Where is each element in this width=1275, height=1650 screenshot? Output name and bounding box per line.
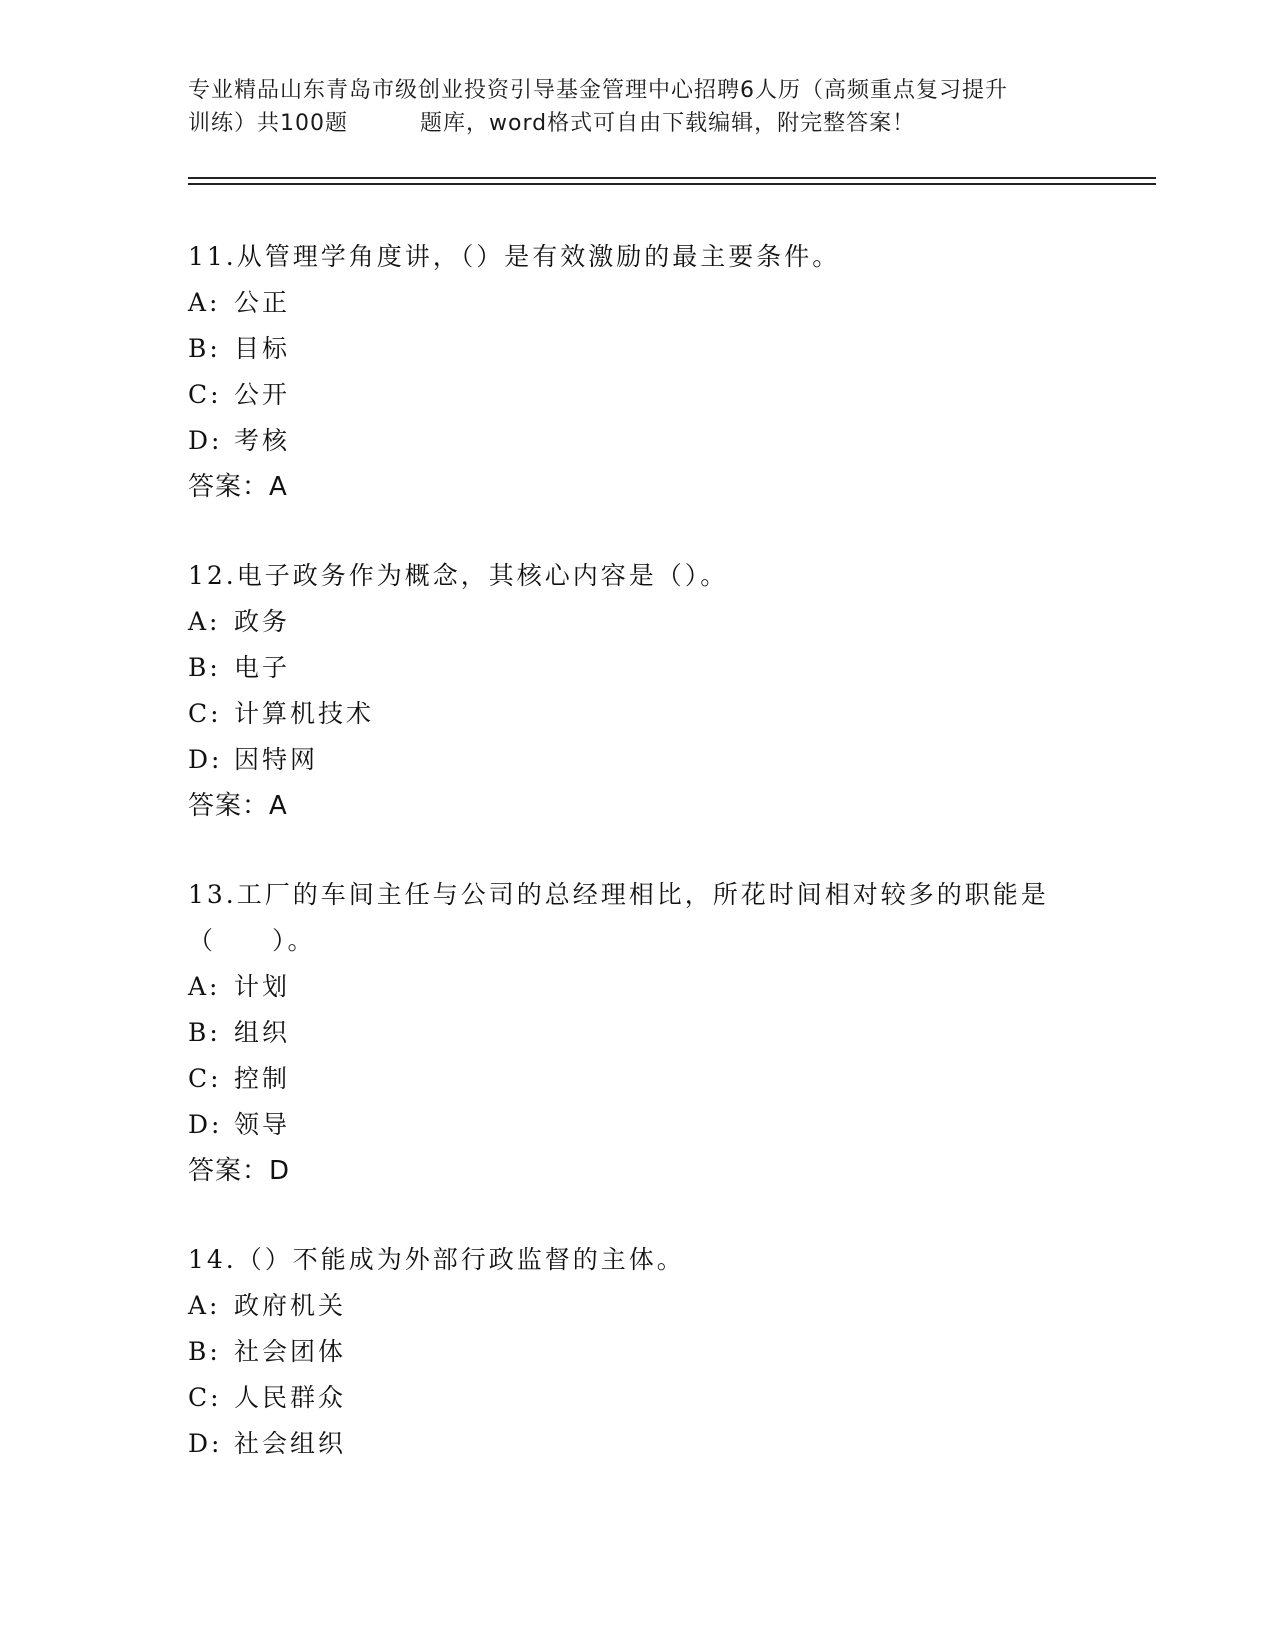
option-d — [188, 737, 1088, 783]
option-text: 因特网 — [234, 745, 319, 774]
option-text: 目标 — [234, 334, 291, 363]
option-b — [188, 1010, 1088, 1056]
option-b — [188, 645, 1088, 691]
header-divider-bottom — [188, 183, 1156, 185]
option-text: 计算机技术 — [234, 699, 375, 728]
option-text: 公开 — [234, 380, 291, 409]
option-text: 社会团体 — [234, 1337, 347, 1366]
option-a — [188, 599, 1088, 645]
option-letter: B: — [188, 1337, 221, 1366]
option-text: 社会组织 — [234, 1429, 347, 1458]
answer-line: 答案：A — [188, 472, 288, 502]
option-letter: D: — [188, 1110, 223, 1139]
option-letter: A: — [188, 1291, 221, 1320]
option-d — [188, 1102, 1088, 1148]
header-line-1: 专业精品山东青岛市级创业投资引导基金管理中心招聘6人历（高频重点复习提升 — [188, 78, 1008, 103]
answer-line: 答案：A — [188, 791, 288, 821]
question-11 — [188, 234, 1088, 510]
option-letter: A: — [188, 972, 221, 1001]
option-letter: C: — [188, 1383, 222, 1412]
question-stem: 14.（）不能成为外部行政监督的主体。 — [188, 1245, 685, 1274]
option-letter: B: — [188, 653, 221, 682]
option-letter: C: — [188, 380, 222, 409]
option-text: 计划 — [234, 972, 291, 1001]
option-letter: B: — [188, 1018, 221, 1047]
header-divider-top — [188, 177, 1156, 179]
option-letter: A: — [188, 607, 221, 636]
option-letter: C: — [188, 699, 222, 728]
option-a — [188, 964, 1088, 1010]
question-13 — [188, 872, 1088, 1194]
question-stem: 13.工厂的车间主任与公司的总经理相比，所花时间相对较多的职能是 — [188, 880, 1049, 909]
option-text: 政务 — [234, 607, 291, 636]
option-text: 电子 — [234, 653, 291, 682]
option-d — [188, 418, 1088, 464]
answer-line: 答案：D — [188, 1156, 291, 1186]
header-line-2-part-a: 训练）共100题 — [188, 111, 348, 136]
option-c — [188, 1375, 1088, 1421]
header-line-2 — [188, 107, 1088, 140]
document-header — [188, 74, 1088, 140]
option-letter: B: — [188, 334, 221, 363]
option-b — [188, 326, 1088, 372]
question-14 — [188, 1237, 1088, 1467]
option-letter: C: — [188, 1064, 222, 1093]
option-text: 政府机关 — [234, 1291, 347, 1320]
option-text: 组织 — [234, 1018, 291, 1047]
option-letter: D: — [188, 745, 223, 774]
header-line-2-part-b: 题库，word格式可自由下载编辑，附完整答案！ — [420, 111, 916, 136]
option-letter: D: — [188, 426, 223, 455]
option-b — [188, 1329, 1088, 1375]
option-letter: D: — [188, 1429, 223, 1458]
question-12 — [188, 553, 1088, 829]
option-text: 公正 — [234, 288, 291, 317]
option-text: 人民群众 — [234, 1383, 347, 1412]
option-letter: A: — [188, 288, 221, 317]
question-stem-continued: （ ）。 — [188, 926, 316, 955]
option-text: 领导 — [234, 1110, 291, 1139]
option-text: 控制 — [234, 1064, 291, 1093]
option-text: 考核 — [234, 426, 291, 455]
question-stem: 12.电子政务作为概念，其核心内容是（）。 — [188, 561, 729, 590]
option-d — [188, 1421, 1088, 1467]
option-c — [188, 691, 1088, 737]
option-a — [188, 1283, 1088, 1329]
question-stem: 11.从管理学角度讲，（）是有效激励的最主要条件。 — [188, 242, 841, 271]
option-a — [188, 280, 1088, 326]
option-c — [188, 372, 1088, 418]
option-c — [188, 1056, 1088, 1102]
